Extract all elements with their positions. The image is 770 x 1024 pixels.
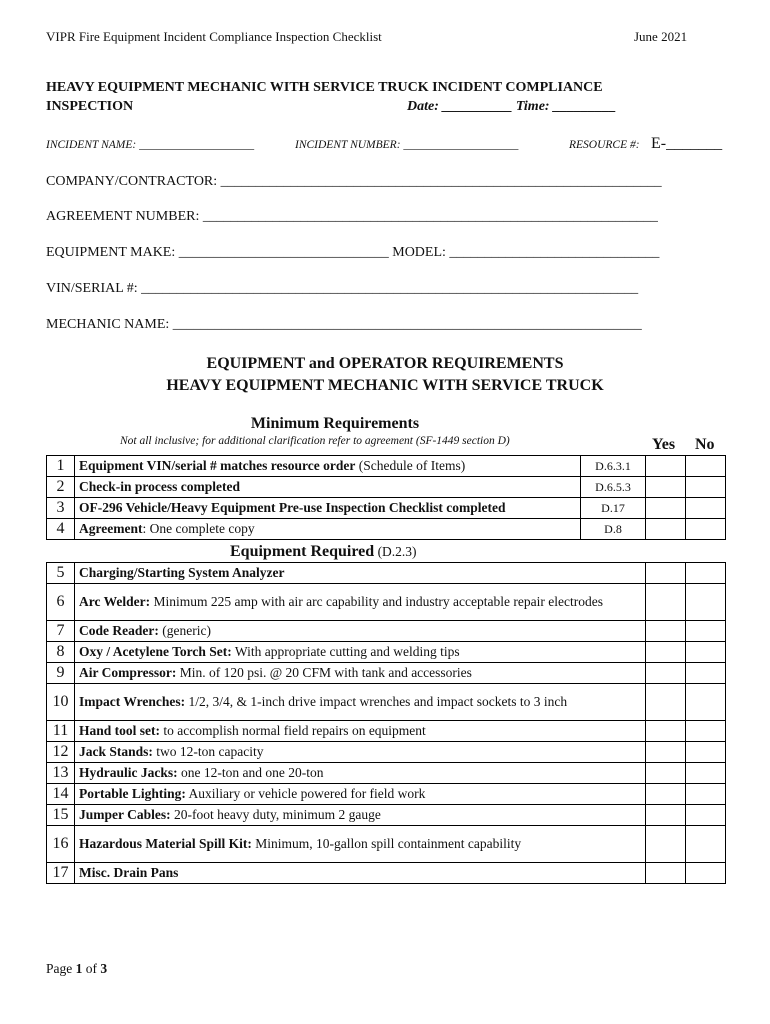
- no-checkbox[interactable]: [686, 663, 726, 684]
- table-row: [47, 826, 726, 863]
- item-detail: With appropriate cutting and welding tips: [231, 644, 460, 659]
- item-label: Charging/Starting System Analyzer: [79, 565, 285, 580]
- item-description: [75, 742, 646, 763]
- item-label: Impact Wrenches:: [79, 694, 186, 709]
- no-checkbox[interactable]: [686, 826, 726, 863]
- item-detail: (generic): [158, 623, 211, 638]
- resource-label: RESOURCE #:: [569, 139, 640, 151]
- item-number: 1: [47, 456, 75, 477]
- yes-checkbox[interactable]: [646, 563, 686, 584]
- date-time-field[interactable]: Date: __________ Time: _________: [407, 99, 617, 114]
- no-checkbox[interactable]: [686, 519, 726, 540]
- item-description: [75, 663, 646, 684]
- page-title-line2: INSPECTION: [46, 99, 134, 114]
- minimum-requirements-title: Minimum Requirements: [250, 415, 420, 432]
- no-checkbox[interactable]: [686, 477, 726, 498]
- page-total: 3: [100, 961, 108, 976]
- item-number: 7: [47, 621, 75, 642]
- table-row: [47, 498, 726, 519]
- yes-checkbox[interactable]: [646, 805, 686, 826]
- no-checkbox[interactable]: [686, 805, 726, 826]
- no-checkbox[interactable]: [686, 642, 726, 663]
- section-title-line1: EQUIPMENT and OPERATOR REQUIREMENTS: [206, 355, 564, 372]
- page-of: of: [82, 961, 101, 976]
- no-checkbox[interactable]: [686, 563, 726, 584]
- item-description: [75, 456, 581, 477]
- table-row: [47, 763, 726, 784]
- item-number: 10: [47, 684, 75, 721]
- table-row: [47, 642, 726, 663]
- item-detail: to accomplish normal field repairs on equipment: [160, 723, 426, 738]
- incident-name-field[interactable]: INCIDENT NAME: ____________________: [46, 139, 255, 151]
- yes-checkbox[interactable]: [646, 584, 686, 621]
- item-number: 9: [47, 663, 75, 684]
- item-detail: Auxiliary or vehicle powered for field work: [185, 786, 426, 801]
- item-label: Oxy / Acetylene Torch Set:: [79, 644, 232, 659]
- item-detail: one 12-ton and one 20-ton: [177, 765, 324, 780]
- no-checkbox[interactable]: [686, 742, 726, 763]
- table-row: [47, 477, 726, 498]
- incident-number-field[interactable]: INCIDENT NUMBER: ____________________: [295, 139, 519, 151]
- item-number: 5: [47, 563, 75, 584]
- item-description: [75, 584, 646, 621]
- item-description: [75, 642, 646, 663]
- yes-checkbox[interactable]: [646, 784, 686, 805]
- item-label: Code Reader:: [79, 623, 159, 638]
- table-row: [47, 563, 726, 584]
- no-checkbox[interactable]: [686, 863, 726, 884]
- item-number: 13: [47, 763, 75, 784]
- equipment-required-title: Equipment Required: [230, 543, 375, 560]
- item-description: [75, 863, 646, 884]
- minimum-requirements-note: Not all inclusive; for additional clarification refer to agreement (SF-1449 section D): [120, 435, 510, 447]
- yes-checkbox[interactable]: [646, 721, 686, 742]
- item-label: Check-in process completed: [79, 479, 240, 494]
- item-description: [75, 621, 646, 642]
- item-label: Portable Lighting:: [79, 786, 186, 801]
- item-label: Agreement: [79, 521, 143, 536]
- item-detail: Minimum, 10-gallon spill containment capability: [251, 836, 522, 851]
- section-title-line2: HEAVY EQUIPMENT MECHANIC WITH SERVICE TRUCK: [166, 377, 604, 394]
- item-description: [75, 519, 581, 540]
- item-detail: 20-foot heavy duty, minimum 2 gauge: [170, 807, 381, 822]
- resource-number-field[interactable]: E-_______: [651, 135, 723, 152]
- item-label: Misc. Drain Pans: [79, 865, 179, 880]
- no-checkbox[interactable]: [686, 784, 726, 805]
- table-row: [47, 584, 726, 621]
- item-number: 8: [47, 642, 75, 663]
- table-row: [47, 621, 726, 642]
- item-detail: Min. of 120 psi. @ 20 CFM with tank and accessories: [176, 665, 472, 680]
- page-current: 1: [75, 961, 83, 976]
- item-detail: 1/2, 3/4, & 1-inch drive impact wrenches and impact sockets to 3 inch: [185, 694, 568, 709]
- item-label: Jack Stands:: [79, 744, 153, 759]
- no-checkbox[interactable]: [686, 584, 726, 621]
- yes-column-header: Yes: [652, 436, 676, 453]
- item-description: [75, 498, 581, 519]
- table-row: [47, 742, 726, 763]
- equipment-required-table: [46, 562, 726, 884]
- table-row: [47, 863, 726, 884]
- item-reference: D.6.5.3: [581, 477, 646, 498]
- yes-checkbox[interactable]: [646, 477, 686, 498]
- item-description: [75, 477, 581, 498]
- yes-checkbox[interactable]: [646, 863, 686, 884]
- table-row: [47, 519, 726, 540]
- item-reference: D.8: [581, 519, 646, 540]
- item-detail: : One complete copy: [142, 521, 255, 536]
- item-label: Arc Welder:: [79, 594, 151, 609]
- yes-checkbox[interactable]: [646, 826, 686, 863]
- yes-checkbox[interactable]: [646, 456, 686, 477]
- minimum-requirements-table: [46, 455, 726, 540]
- item-description: [75, 826, 646, 863]
- item-label: Hand tool set:: [79, 723, 160, 738]
- item-reference: D.6.3.1: [581, 456, 646, 477]
- vin-serial-field[interactable]: VIN/SERIAL #: _______________________________________________________________________: [46, 281, 639, 296]
- item-label: Hydraulic Jacks:: [79, 765, 178, 780]
- yes-checkbox[interactable]: [646, 663, 686, 684]
- equipment-required-ref: (D.2.3): [374, 544, 417, 559]
- header-title: VIPR Fire Equipment Incident Compliance Inspection Checklist: [46, 29, 382, 44]
- agreement-number-field[interactable]: AGREEMENT NUMBER: _________________________________________________________________: [46, 209, 658, 224]
- company-field[interactable]: COMPANY/CONTRACTOR: _______________________________________________________________: [46, 174, 662, 189]
- page-number: [46, 961, 107, 977]
- item-label: Equipment VIN/serial # matches resource order: [79, 458, 356, 473]
- item-detail: (Schedule of Items): [355, 458, 466, 473]
- item-number: 14: [47, 784, 75, 805]
- no-checkbox[interactable]: [686, 621, 726, 642]
- item-number: 11: [47, 721, 75, 742]
- item-detail: Minimum 225 amp with air arc capability and industry acceptable repair electrodes: [150, 594, 603, 609]
- table-row: [47, 805, 726, 826]
- equipment-required-heading: [230, 543, 417, 561]
- no-checkbox[interactable]: [686, 721, 726, 742]
- item-label: Hazardous Material Spill Kit:: [79, 836, 252, 851]
- item-reference: D.17: [581, 498, 646, 519]
- item-number: 17: [47, 863, 75, 884]
- header-date: June 2021: [634, 29, 688, 44]
- no-column-header: No: [695, 436, 715, 453]
- equipment-make-model-field[interactable]: EQUIPMENT MAKE: ______________________________ MODEL: ______________________________: [46, 245, 660, 260]
- yes-checkbox[interactable]: [646, 498, 686, 519]
- item-description: [75, 684, 646, 721]
- yes-checkbox[interactable]: [646, 684, 686, 721]
- table-row: [47, 456, 726, 477]
- table-row: [47, 784, 726, 805]
- item-label: Jumper Cables:: [79, 807, 171, 822]
- item-number: 3: [47, 498, 75, 519]
- no-checkbox[interactable]: [686, 763, 726, 784]
- no-checkbox[interactable]: [686, 456, 726, 477]
- item-detail: two 12-ton capacity: [152, 744, 264, 759]
- no-checkbox[interactable]: [686, 498, 726, 519]
- table-row: [47, 663, 726, 684]
- page-label: Page: [46, 961, 76, 976]
- item-description: [75, 784, 646, 805]
- item-description: [75, 805, 646, 826]
- item-number: 15: [47, 805, 75, 826]
- yes-checkbox[interactable]: [646, 621, 686, 642]
- item-number: 6: [47, 584, 75, 621]
- item-description: [75, 563, 646, 584]
- table-row: [47, 721, 726, 742]
- item-description: [75, 763, 646, 784]
- item-description: [75, 721, 646, 742]
- mechanic-name-field[interactable]: MECHANIC NAME: ___________________________________________________________________: [46, 317, 642, 332]
- page-title-line1: HEAVY EQUIPMENT MECHANIC WITH SERVICE TRUCK INCIDENT COMPLIANCE: [46, 80, 603, 95]
- yes-checkbox[interactable]: [646, 763, 686, 784]
- yes-checkbox[interactable]: [646, 742, 686, 763]
- item-number: 12: [47, 742, 75, 763]
- yes-checkbox[interactable]: [646, 519, 686, 540]
- item-label: OF-296 Vehicle/Heavy Equipment Pre-use Inspection Checklist completed: [79, 500, 506, 515]
- item-number: 16: [47, 826, 75, 863]
- item-label: Air Compressor:: [79, 665, 177, 680]
- no-checkbox[interactable]: [686, 684, 726, 721]
- item-number: 4: [47, 519, 75, 540]
- item-number: 2: [47, 477, 75, 498]
- yes-checkbox[interactable]: [646, 642, 686, 663]
- table-row: [47, 684, 726, 721]
